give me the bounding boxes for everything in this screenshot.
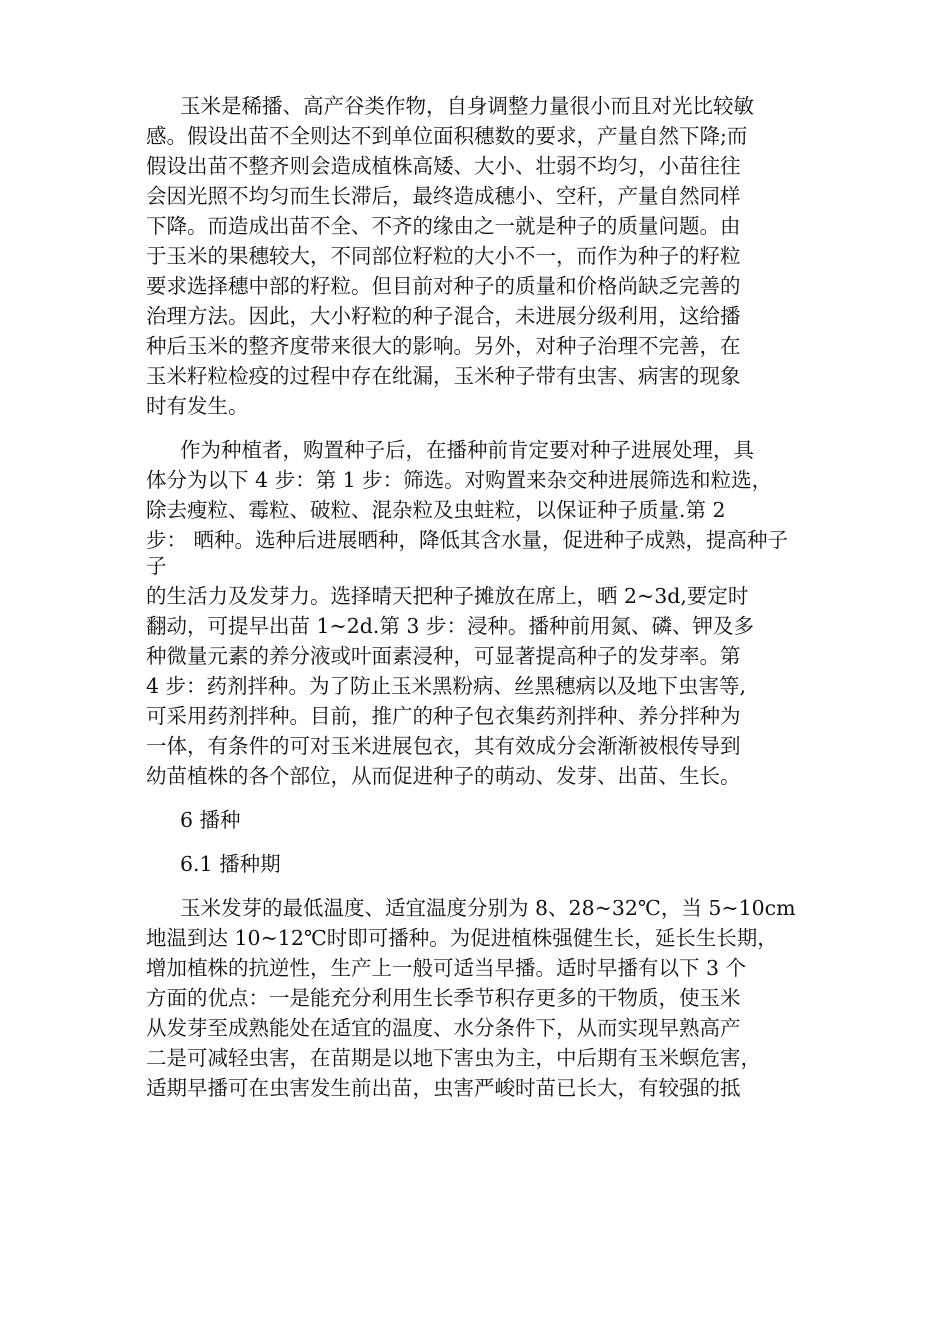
paragraph-1-line-4: 会因光照不均匀而生长滞后，最终造成穗小、空秆，产量自然同样 <box>146 184 741 208</box>
paragraph-3-line-2: 地温到达 10~12℃时即可播种。为促进植株强健生长，延长生长期， <box>146 926 778 950</box>
paragraph-3-line-7: 适期早播可在虫害发生前出苗，虫害严峻时苗已长大，有较强的抵 <box>146 1076 741 1100</box>
paragraph-3-line-5: 从发芽至成熟能处在适宜的温度、水分条件下，从而实现早熟高产 <box>146 1016 741 1040</box>
paragraph-2-line-11: 一体，有条件的可对玉米进展包衣，其有效成分会渐渐被根传导到 <box>146 734 741 758</box>
paragraph-3-line-1: 玉米发芽的最低温度、适宜温度分别为 8、28~32℃，当 5~10cm <box>180 896 796 920</box>
paragraph-3-line-6: 二是可减轻虫害，在苗期是以地下害虫为主，中后期有玉米螟危害， <box>146 1046 761 1070</box>
paragraph-1-line-10: 玉米籽粒检疫的过程中存在纰漏，玉米种子带有虫害、病害的现象 <box>146 364 741 388</box>
paragraph-1-line-3: 假设出苗不整齐则会造成植株高矮、大小、壮弱不均匀，小苗往往 <box>146 154 741 178</box>
paragraph-2-line-9: 4 步：药剂拌种。为了防止玉米黑粉病、丝黑穗病以及地下虫害等, <box>146 674 747 698</box>
subsection-heading: 6.1 播种期 <box>180 852 281 876</box>
paragraph-2-line-7: 翻动，可提早出苗 1~2d.第 3 步：浸种。播种前用氮、磷、钾及多 <box>146 614 754 638</box>
paragraph-1-line-6: 于玉米的果穗较大，不同部位籽粒的大小不一，而作为种子的籽粒 <box>146 244 741 268</box>
paragraph-2-line-12: 幼苗植株的各个部位，从而促进种子的萌动、发芽、出苗、生长。 <box>146 764 741 788</box>
paragraph-1-line-9: 种后玉米的整齐度带来很大的影响。另外，对种子治理不完善，在 <box>146 334 741 358</box>
paragraph-2-line-3: 除去瘦粒、霉粒、破粒、混杂粒及虫蛀粒，以保证种子质量.第 2 <box>146 498 726 522</box>
paragraph-1-line-7: 要求选择穗中部的籽粒。但目前对种子的质量和价格尚缺乏完善的 <box>146 274 741 298</box>
paragraph-3-line-3: 增加植株的抗逆性，生产上一般可适当早播。适时早播有以下 3 个 <box>146 956 747 980</box>
paragraph-2-line-8: 种微量元素的养分液或叶面素浸种，可显著提高种子的发芽率。第 <box>146 644 741 668</box>
paragraph-2-line-6: 的生活力及发芽力。选择晴天把种子摊放在席上，晒 2~3d,要定时 <box>146 584 749 608</box>
paragraph-2-line-5: 子 <box>146 554 167 578</box>
paragraph-1-line-11: 时有发生。 <box>146 394 249 418</box>
paragraph-1-line-8: 治理方法。因此，大小籽粒的种子混合，未进展分级利用，这给播 <box>146 304 741 328</box>
section-heading: 6 播种 <box>180 808 241 832</box>
paragraph-2-line-4: 步： 晒种。选种后进展晒种，降低其含水量，促进种子成熟，提高种子 <box>146 528 789 552</box>
paragraph-1-line-2: 感。假设出苗不全则达不到单位面积穗数的要求，产量自然下降;而 <box>146 124 748 148</box>
paragraph-2-line-2: 体分为以下 4 步：第 1 步：筛选。对购置来杂交种进展筛选和粒选， <box>146 468 773 492</box>
paragraph-1-line-1: 玉米是稀播、高产谷类作物，自身调整力量很小而且对光比较敏 <box>180 94 754 118</box>
paragraph-1-line-5: 下降。而造成出苗不全、不齐的缘由之一就是种子的质量问题。由 <box>146 214 741 238</box>
paragraph-2-line-10: 可采用药剂拌种。目前，推广的种子包衣集药剂拌种、养分拌种为 <box>146 704 741 728</box>
paragraph-3-line-4: 方面的优点：一是能充分利用生长季节积存更多的干物质，使玉米 <box>146 986 741 1010</box>
paragraph-2-line-1: 作为种植者，购置种子后，在播种前肯定要对种子进展处理，具 <box>180 438 754 462</box>
